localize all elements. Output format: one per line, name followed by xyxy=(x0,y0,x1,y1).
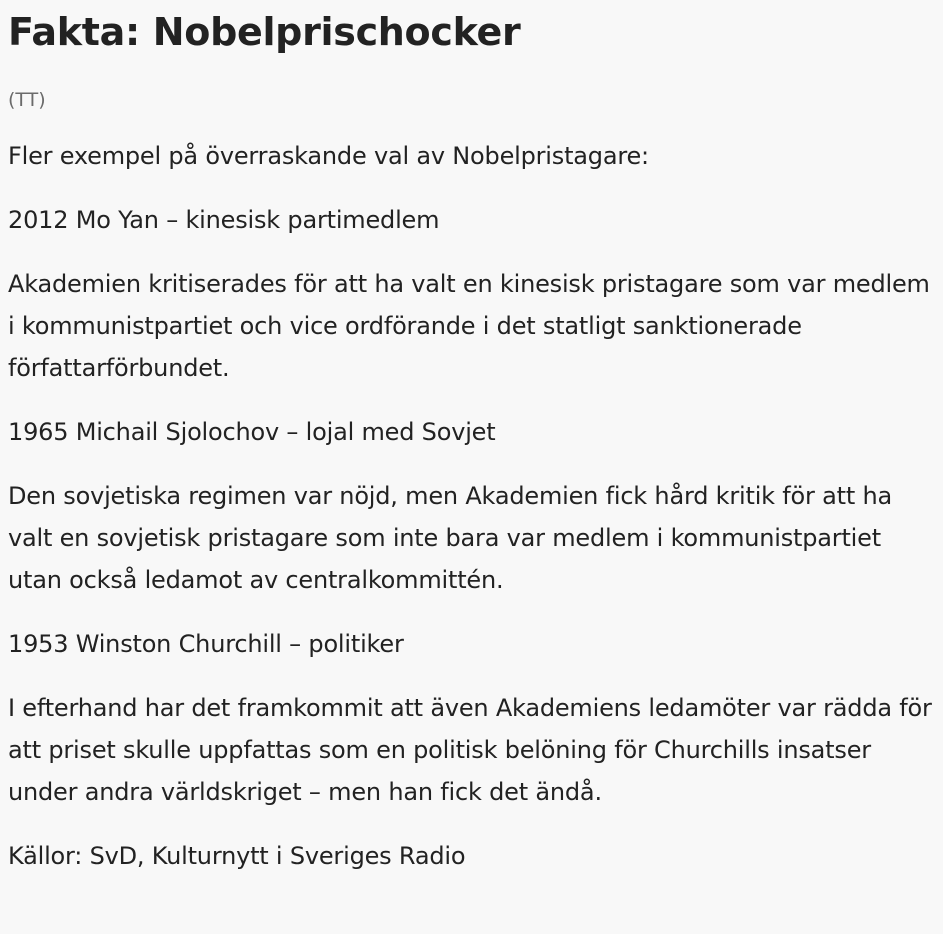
example-text-mo-yan: Akademien kritiserades för att ha valt en kinesisk pristagare som var medlem i kommunistpartiet och vice ordförande i det statligt sanktionerade författarförbundet. xyxy=(8,270,930,382)
sources-line: Källor: SvD, Kulturnytt i Sveriges Radio xyxy=(8,842,466,870)
example-text-sjolochov: Den sovjetiska regimen var nöjd, men Akademien fick hård kritik för att ha valt en sovjetisk pristagare som inte bara var medlem i kommunistpartiet utan också ledamot av centralkommittén. xyxy=(8,482,893,594)
example-heading-mo-yan: 2012 Mo Yan – kinesisk partimedlem xyxy=(8,206,440,234)
example-heading-churchill: 1953 Winston Churchill – politiker xyxy=(8,630,404,658)
intro-paragraph: Fler exempel på överraskande val av Nobelpristagare: xyxy=(8,142,649,170)
article-byline: (TT) xyxy=(8,89,46,111)
example-heading-sjolochov: 1965 Michail Sjolochov – lojal med Sovjet xyxy=(8,418,496,446)
article-title: Fakta: Nobelprischocker xyxy=(8,10,521,54)
example-text-churchill: I efterhand har det framkommit att även Akademiens ledamöter var rädda för att priset skulle uppfattas som en politisk belöning för Churchills insatser under andra världskriget – men han fick det ändå. xyxy=(8,694,932,806)
